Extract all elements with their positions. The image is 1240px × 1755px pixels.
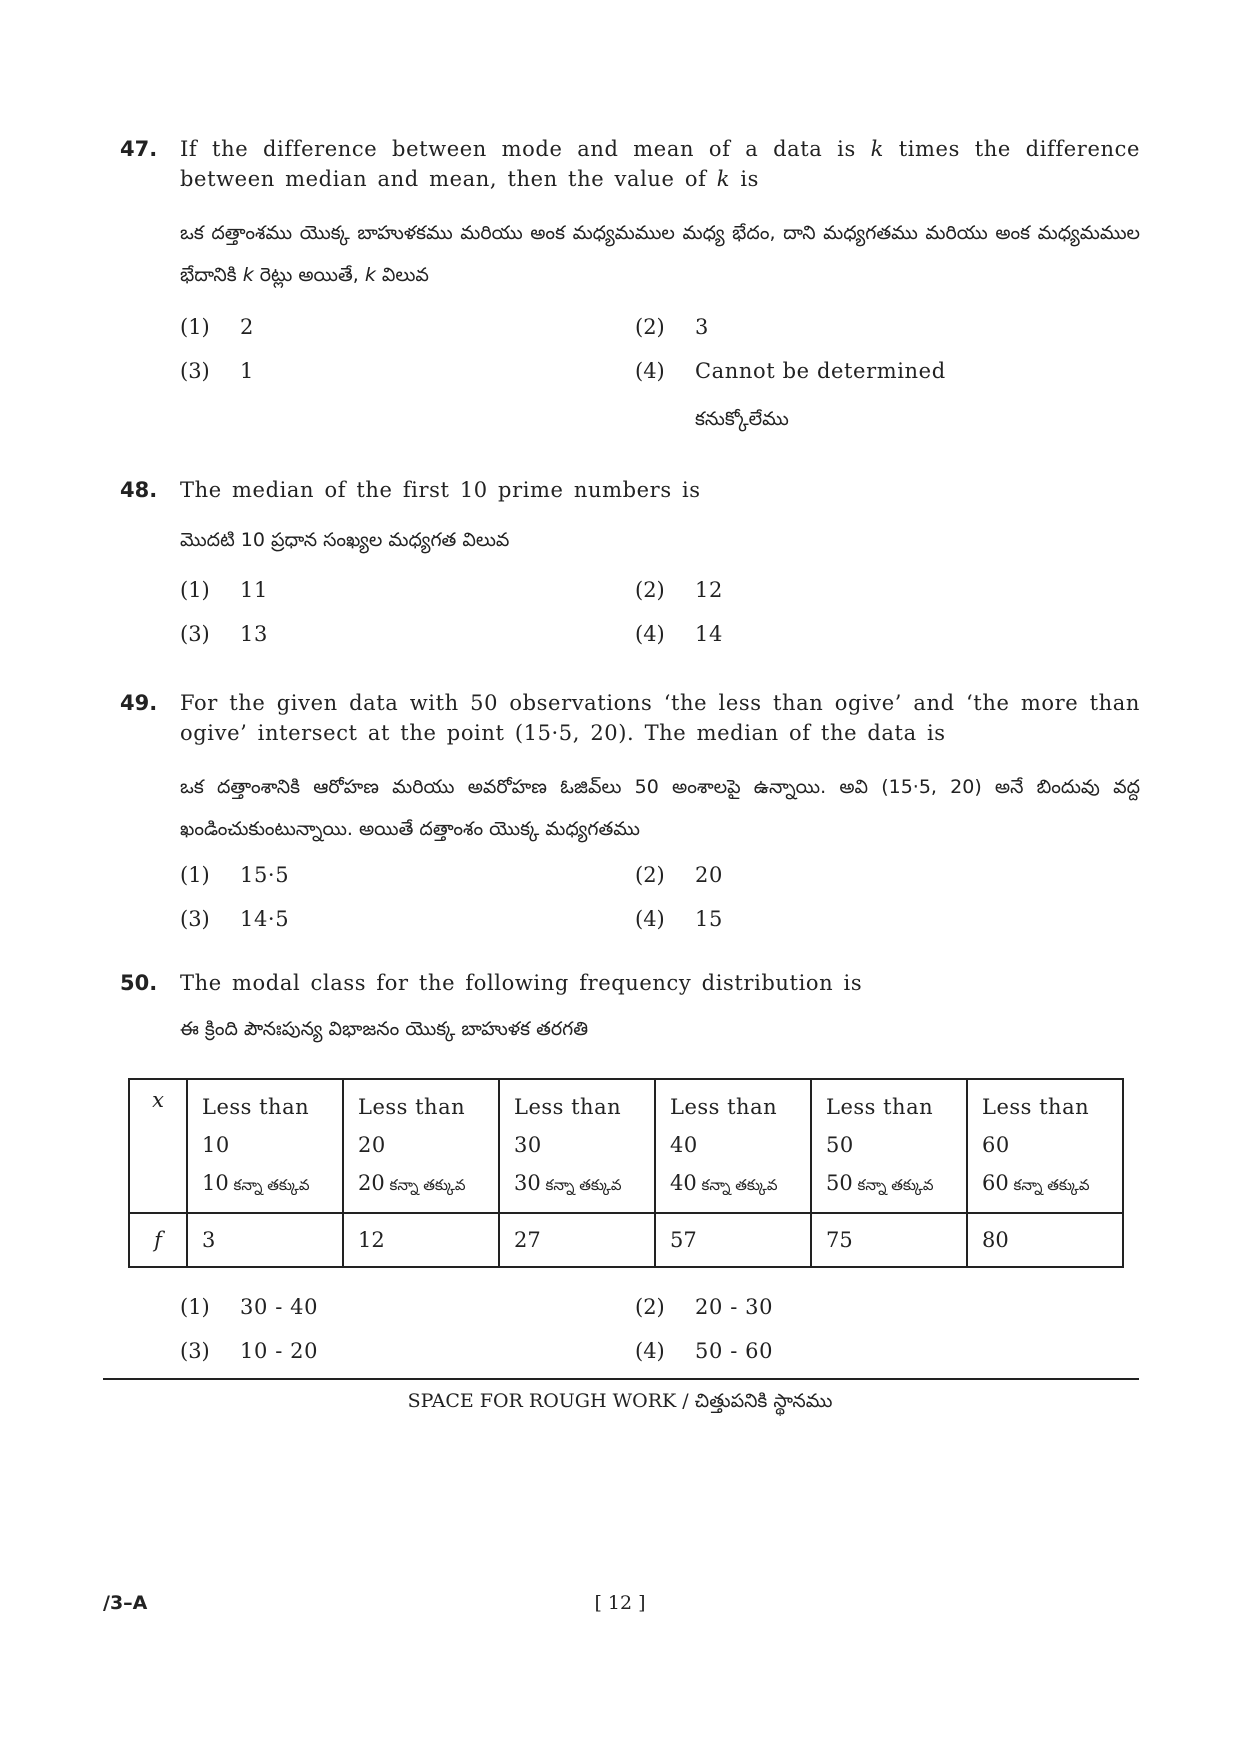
question-text-telugu: ఈ క్రింది పౌనఃపున్య విభాజనం యొక్క బాహుళక తరగతి xyxy=(180,1018,589,1040)
frequency-table xyxy=(128,1078,1124,1268)
option-4[interactable]: (4) 50 - 60 xyxy=(635,1339,774,1363)
question-text-telugu: ఒక దత్తాంశానికి ఆరోహణ మరియు అవరోహణ ఓజివ్‌లు 50 అంశాలపై ఉన్నాయి. అవి (15·5, 20) అనే బిందువు వద్ద ఖండించుకుంటున్నాయి. అయితే దత్తాంశం యొక్క మధ్యగతము xyxy=(180,776,1140,840)
divider xyxy=(103,1378,1139,1380)
answer-options xyxy=(180,1292,1140,1366)
question-48 xyxy=(120,475,1140,649)
table-header-cell: Less than 60 60 కన్నా తక్కువ xyxy=(967,1079,1123,1213)
answer-options xyxy=(180,860,1140,934)
option-4[interactable]: (4) 15 xyxy=(635,907,723,931)
option-2[interactable]: (2) 20 - 30 xyxy=(635,1295,774,1319)
question-number: 49. xyxy=(120,691,158,715)
table-cell: 12 xyxy=(343,1213,499,1267)
table-cell: 75 xyxy=(811,1213,967,1267)
option-2[interactable]: (2) 12 xyxy=(635,578,723,602)
option-2[interactable]: (2) 3 xyxy=(635,315,709,339)
question-text-english: The median of the first 10 prime numbers is xyxy=(180,478,701,502)
table-cell: 80 xyxy=(967,1213,1123,1267)
question-50 xyxy=(120,968,1140,1050)
table-header-cell: Less than 50 50 కన్నా తక్కువ xyxy=(811,1079,967,1213)
table-variable-x: x xyxy=(129,1079,187,1213)
question-number: 48. xyxy=(120,478,158,502)
option-1[interactable]: (1) 2 xyxy=(180,315,254,339)
option-4[interactable]: (4) Cannot be determined కనుక్కోలేము xyxy=(635,356,1090,434)
option-1[interactable]: (1) 30 - 40 xyxy=(180,1295,319,1319)
question-47 xyxy=(120,134,1140,434)
question-number: 50. xyxy=(120,971,158,995)
option-2[interactable]: (2) 20 xyxy=(635,863,723,887)
question-text-english: The modal class for the following frequency distribution is xyxy=(180,971,863,995)
table-header-cell: Less than 20 20 కన్నా తక్కువ xyxy=(343,1079,499,1213)
table-header-cell: Less than 40 40 కన్నా తక్కువ xyxy=(655,1079,811,1213)
question-text-telugu: మొదటి 10 ప్రధాన సంఖ్యల మధ్యగత విలువ xyxy=(180,529,510,551)
table-cell: 27 xyxy=(499,1213,655,1267)
question-49 xyxy=(120,688,1140,934)
question-text-english: If the difference between mode and mean of a data is k times the difference between median and mean, then the value of k is xyxy=(180,137,1140,191)
table-cell: 3 xyxy=(187,1213,343,1267)
answer-options xyxy=(180,575,1140,649)
table-header-cell: Less than 10 10 కన్నా తక్కువ xyxy=(187,1079,343,1213)
table-variable-f: f xyxy=(129,1213,187,1267)
paper-code: /3–A xyxy=(103,1592,148,1614)
option-3[interactable]: (3) 10 - 20 xyxy=(180,1339,319,1363)
page-number: [ 12 ] xyxy=(594,1592,646,1614)
option-4[interactable]: (4) 14 xyxy=(635,622,723,646)
rough-work-label: SPACE FOR ROUGH WORK / చిత్తుపనికి స్థానము xyxy=(407,1390,833,1412)
option-3[interactable]: (3) 14·5 xyxy=(180,907,290,931)
option-1[interactable]: (1) 11 xyxy=(180,578,268,602)
question-text-english: For the given data with 50 observations ‘the less than ogive’ and ‘the more than ogive’ intersect at the point (15·5, 20). The median of the data is xyxy=(180,691,1140,745)
table-header-cell: Less than 30 30 కన్నా తక్కువ xyxy=(499,1079,655,1213)
table-row xyxy=(129,1213,1123,1267)
table-cell: 57 xyxy=(655,1213,811,1267)
option-3[interactable]: (3) 13 xyxy=(180,622,268,646)
option-1[interactable]: (1) 15·5 xyxy=(180,863,290,887)
question-50-options xyxy=(120,1292,1140,1366)
question-number: 47. xyxy=(120,137,158,161)
table-row xyxy=(129,1079,1123,1213)
question-text-telugu: ఒక దత్తాంశము యొక్క బాహుళకము మరియు అంక మధ్యమముల మధ్య భేదం, దాని మధ్యగతము మరియు అంక మధ్యమముల భేదానికి k రెట్లు అయితే, k విలువ xyxy=(180,222,1140,286)
answer-options xyxy=(180,312,1140,434)
option-4-telugu: కనుక్కోలేము xyxy=(695,408,789,430)
option-3[interactable]: (3) 1 xyxy=(180,359,254,383)
